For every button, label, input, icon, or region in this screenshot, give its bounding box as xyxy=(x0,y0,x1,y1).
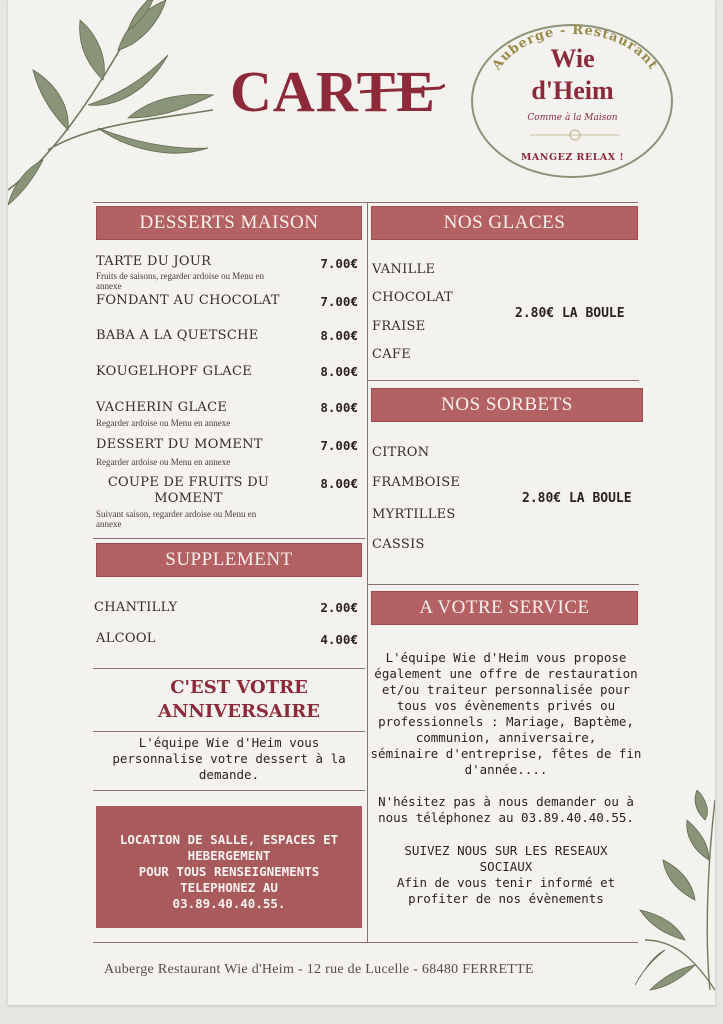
dessert-note: Regarder ardoise ou Menu en annexe xyxy=(96,418,231,428)
dessert-price: 8.00€ xyxy=(320,476,358,491)
supplement-price: 4.00€ xyxy=(320,632,358,647)
divider xyxy=(367,584,639,585)
location-line: TELEPHONEZ AU xyxy=(180,880,278,895)
divider xyxy=(93,538,365,539)
dessert-name: VACHERIN GLACE xyxy=(96,400,228,415)
supplement-price: 2.00€ xyxy=(320,600,358,615)
dessert-price: 8.00€ xyxy=(320,328,358,343)
logo-slogan: MANGEZ RELAX ! xyxy=(520,152,625,163)
column-divider xyxy=(367,202,368,942)
logo-tagline: Comme à la Maison xyxy=(527,113,618,123)
page-title: CARTE xyxy=(230,59,436,124)
dessert-price: 8.00€ xyxy=(320,364,358,379)
glace-item: CAFE xyxy=(372,347,412,362)
anniversary-title-line2: ANNIVERSAIRE xyxy=(158,701,320,722)
sorbet-item: CITRON xyxy=(372,445,430,460)
divider xyxy=(93,942,638,943)
supplement-name: ALCOOL xyxy=(96,631,156,646)
glaces-price: 2.80€ LA BOULE xyxy=(515,306,625,321)
service-intro-line: professionnels : Mariage, Baptème, xyxy=(378,714,634,729)
glace-item: FRAISE xyxy=(372,319,426,334)
dessert-price: 7.00€ xyxy=(320,256,358,271)
logo-name-line2: d'Heim xyxy=(531,76,614,105)
service-social-line: SOCIAUX xyxy=(479,859,533,874)
location-line: LOCATION DE SALLE, ESPACES ET xyxy=(119,832,339,847)
anniversary-title-line1: C'EST VOTRE xyxy=(170,677,308,698)
dessert-note: Suivant saison, regarder ardoise ou Menu en annexe xyxy=(96,509,257,529)
olive-branch-icon xyxy=(635,790,715,1000)
divider xyxy=(93,202,638,203)
service-header: A VOTRE SERVICE xyxy=(371,591,638,625)
service-intro-line: également une offre de restauration xyxy=(374,666,638,681)
dessert-name: FONDANT AU CHOCOLAT xyxy=(96,293,280,308)
supplement-header: SUPPLEMENT xyxy=(96,543,362,577)
anniversary-text-line: demande. xyxy=(198,767,260,782)
divider xyxy=(93,731,365,732)
service-social-line: Afin de vous tenir informé et xyxy=(396,875,616,890)
dessert-name: BABA A LA QUETSCHE xyxy=(96,328,259,343)
location-line: HEBERGEMENT xyxy=(187,848,271,863)
service-contact-line: N'hésitez pas à nous demander ou à xyxy=(378,794,634,809)
logo-arc-text: Auberge - Restaurant xyxy=(489,22,661,74)
service-intro-line: et/ou traiteur personnalisée pour xyxy=(381,682,631,697)
location-phone: 03.89.40.40.55. xyxy=(172,896,286,911)
glace-item: CHOCOLAT xyxy=(372,290,453,305)
dessert-note: Regarder ardoise ou Menu en annexe xyxy=(96,457,231,467)
anniversary-text-line: L'équipe Wie d'Heim vous xyxy=(138,735,320,750)
service-social-line: profiter de nos évènements xyxy=(408,891,604,906)
dessert-price: 7.00€ xyxy=(320,294,358,309)
service-intro-line: d'année.... xyxy=(464,762,548,777)
olive-branch-icon xyxy=(8,0,218,215)
dessert-name: KOUGELHOPF GLACE xyxy=(96,364,253,379)
divider xyxy=(367,380,639,381)
dessert-name: DESSERT DU MOMENT xyxy=(96,437,263,452)
dessert-name: TARTE DU JOUR xyxy=(96,254,212,269)
divider xyxy=(93,668,365,669)
service-social-line: SUIVEZ NOUS SUR LES RESEAUX xyxy=(404,843,608,858)
logo-name-line1: Wie xyxy=(550,44,595,73)
divider xyxy=(93,790,365,791)
sorbets-header: NOS SORBETS xyxy=(371,388,643,422)
sorbet-item: CASSIS xyxy=(372,537,425,552)
glaces-header: NOS GLACES xyxy=(371,206,638,240)
service-contact-line: nous téléphonez au 03.89.40.40.55. xyxy=(378,810,634,825)
service-intro-line: L'équipe Wie d'Heim vous propose xyxy=(385,650,627,665)
dessert-name: COUPE DE FRUITS DU MOMENT xyxy=(107,475,270,506)
service-intro-line: tous vos évènements privés ou xyxy=(396,698,616,713)
dessert-price: 8.00€ xyxy=(320,400,358,415)
location-box xyxy=(96,806,362,928)
dessert-price: 7.00€ xyxy=(320,438,358,453)
glace-item: VANILLE xyxy=(372,262,436,277)
footer-address: Auberge Restaurant Wie d'Heim - 12 rue de Lucelle - 68480 FERRETTE xyxy=(104,962,534,977)
dessert-note: Fruits de saisons, regarder ardoise ou Menu en annexe xyxy=(96,271,264,291)
sorbet-item: FRAMBOISE xyxy=(372,475,461,490)
location-line: POUR TOUS RENSEIGNEMENTS xyxy=(138,864,320,879)
service-intro-line: communion, anniversaire, xyxy=(415,730,597,745)
sorbet-item: MYRTILLES xyxy=(372,507,456,522)
title-flourish-icon xyxy=(360,80,445,100)
anniversary-text-line: personnalise votre dessert à la xyxy=(112,751,346,766)
sorbets-price: 2.80€ LA BOULE xyxy=(522,491,632,506)
supplement-name: CHANTILLY xyxy=(94,600,178,615)
service-intro-line: séminaire d'entreprise, fêtes de fin xyxy=(370,746,642,761)
desserts-header: DESSERTS MAISON xyxy=(96,206,362,240)
